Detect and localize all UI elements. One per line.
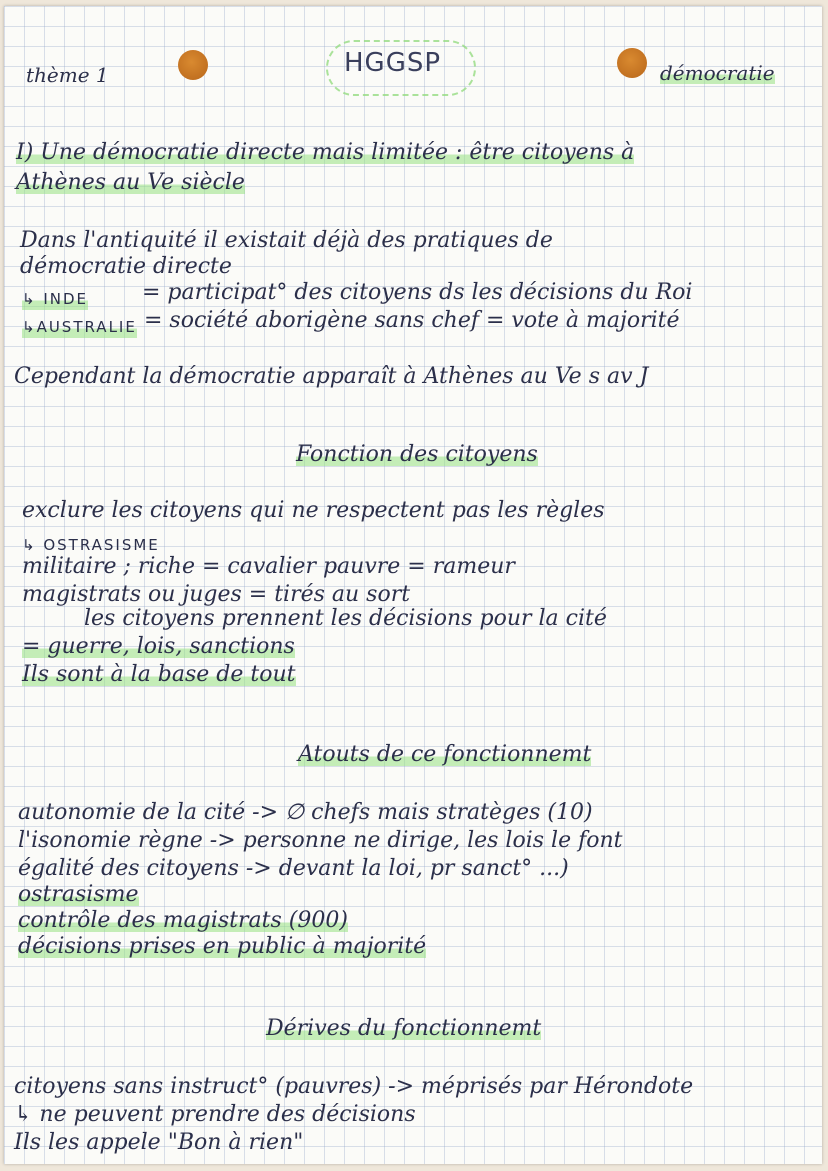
section1-heading-line1: I) Une démocratie directe mais limitée : être citoyens à: [16, 140, 635, 165]
derives-heading: Dérives du fonctionnemt: [266, 1016, 542, 1041]
fonction-line-1: exclure les citoyens qui ne respectent pas les règles: [22, 498, 605, 523]
page-title: HGGSP: [344, 48, 442, 78]
atouts-line-6: décisions prises en public à majorité: [18, 934, 427, 959]
punch-hole-left: [178, 50, 208, 80]
derives-line-2: ↳ ne peuvent prendre des décisions: [14, 1102, 416, 1127]
topic-label: démocratie: [660, 61, 775, 85]
theme-label: thème 1: [26, 63, 109, 87]
inde-text: = participat° des citoyens ds les décisions du Roi: [142, 280, 693, 305]
australie-label: ↳AUSTRALIE: [22, 314, 137, 340]
paragraph1-line2: démocratie directe: [20, 254, 232, 279]
atouts-line-1: autonomie de la cité -> ∅ chefs mais stratèges (10): [18, 800, 593, 825]
atouts-line-3: égalité des citoyens -> devant la loi, pr sanct° ...): [18, 856, 569, 881]
paragraph1-line1: Dans l'antiquité il existait déjà des pratiques de: [20, 228, 553, 253]
derives-line-1: citoyens sans instruct° (pauvres) -> méprisés par Hérondote: [14, 1074, 694, 1099]
fonction-line-7: Ils sont à la base de tout: [22, 662, 296, 687]
inde-label: ↳ INDE: [22, 286, 88, 312]
derives-line-3: Ils les appele "Bon à rien": [14, 1130, 304, 1155]
fonction-line-2: ↳ OSTRASISME: [22, 536, 160, 554]
section1-heading-line2: Athènes au Ve siècle: [16, 170, 245, 195]
notebook-page: [4, 6, 822, 1164]
fonction-line-6: = guerre, lois, sanctions: [22, 634, 295, 659]
fonction-line-4: magistrats ou juges = tirés au sort: [22, 582, 411, 607]
atouts-line-4: ostrasisme: [18, 882, 139, 907]
paragraph2: Cependant la démocratie apparaît à Athènes au Ve s av J: [14, 364, 649, 389]
punch-hole-right: [617, 48, 647, 78]
fonction-line-3: militaire ; riche = cavalier pauvre = rameur: [22, 554, 515, 579]
fonction-line-5: les citoyens prennent les décisions pour la cité: [84, 606, 607, 631]
atouts-line-2: l'isonomie règne -> personne ne dirige, les lois le font: [18, 828, 623, 853]
atouts-heading: Atouts de ce fonctionnemt: [298, 742, 592, 767]
atouts-line-5: contrôle des magistrats (900): [18, 908, 348, 933]
australie-text: = société aborigène sans chef = vote à majorité: [144, 308, 680, 333]
fonction-heading: Fonction des citoyens: [296, 442, 538, 467]
